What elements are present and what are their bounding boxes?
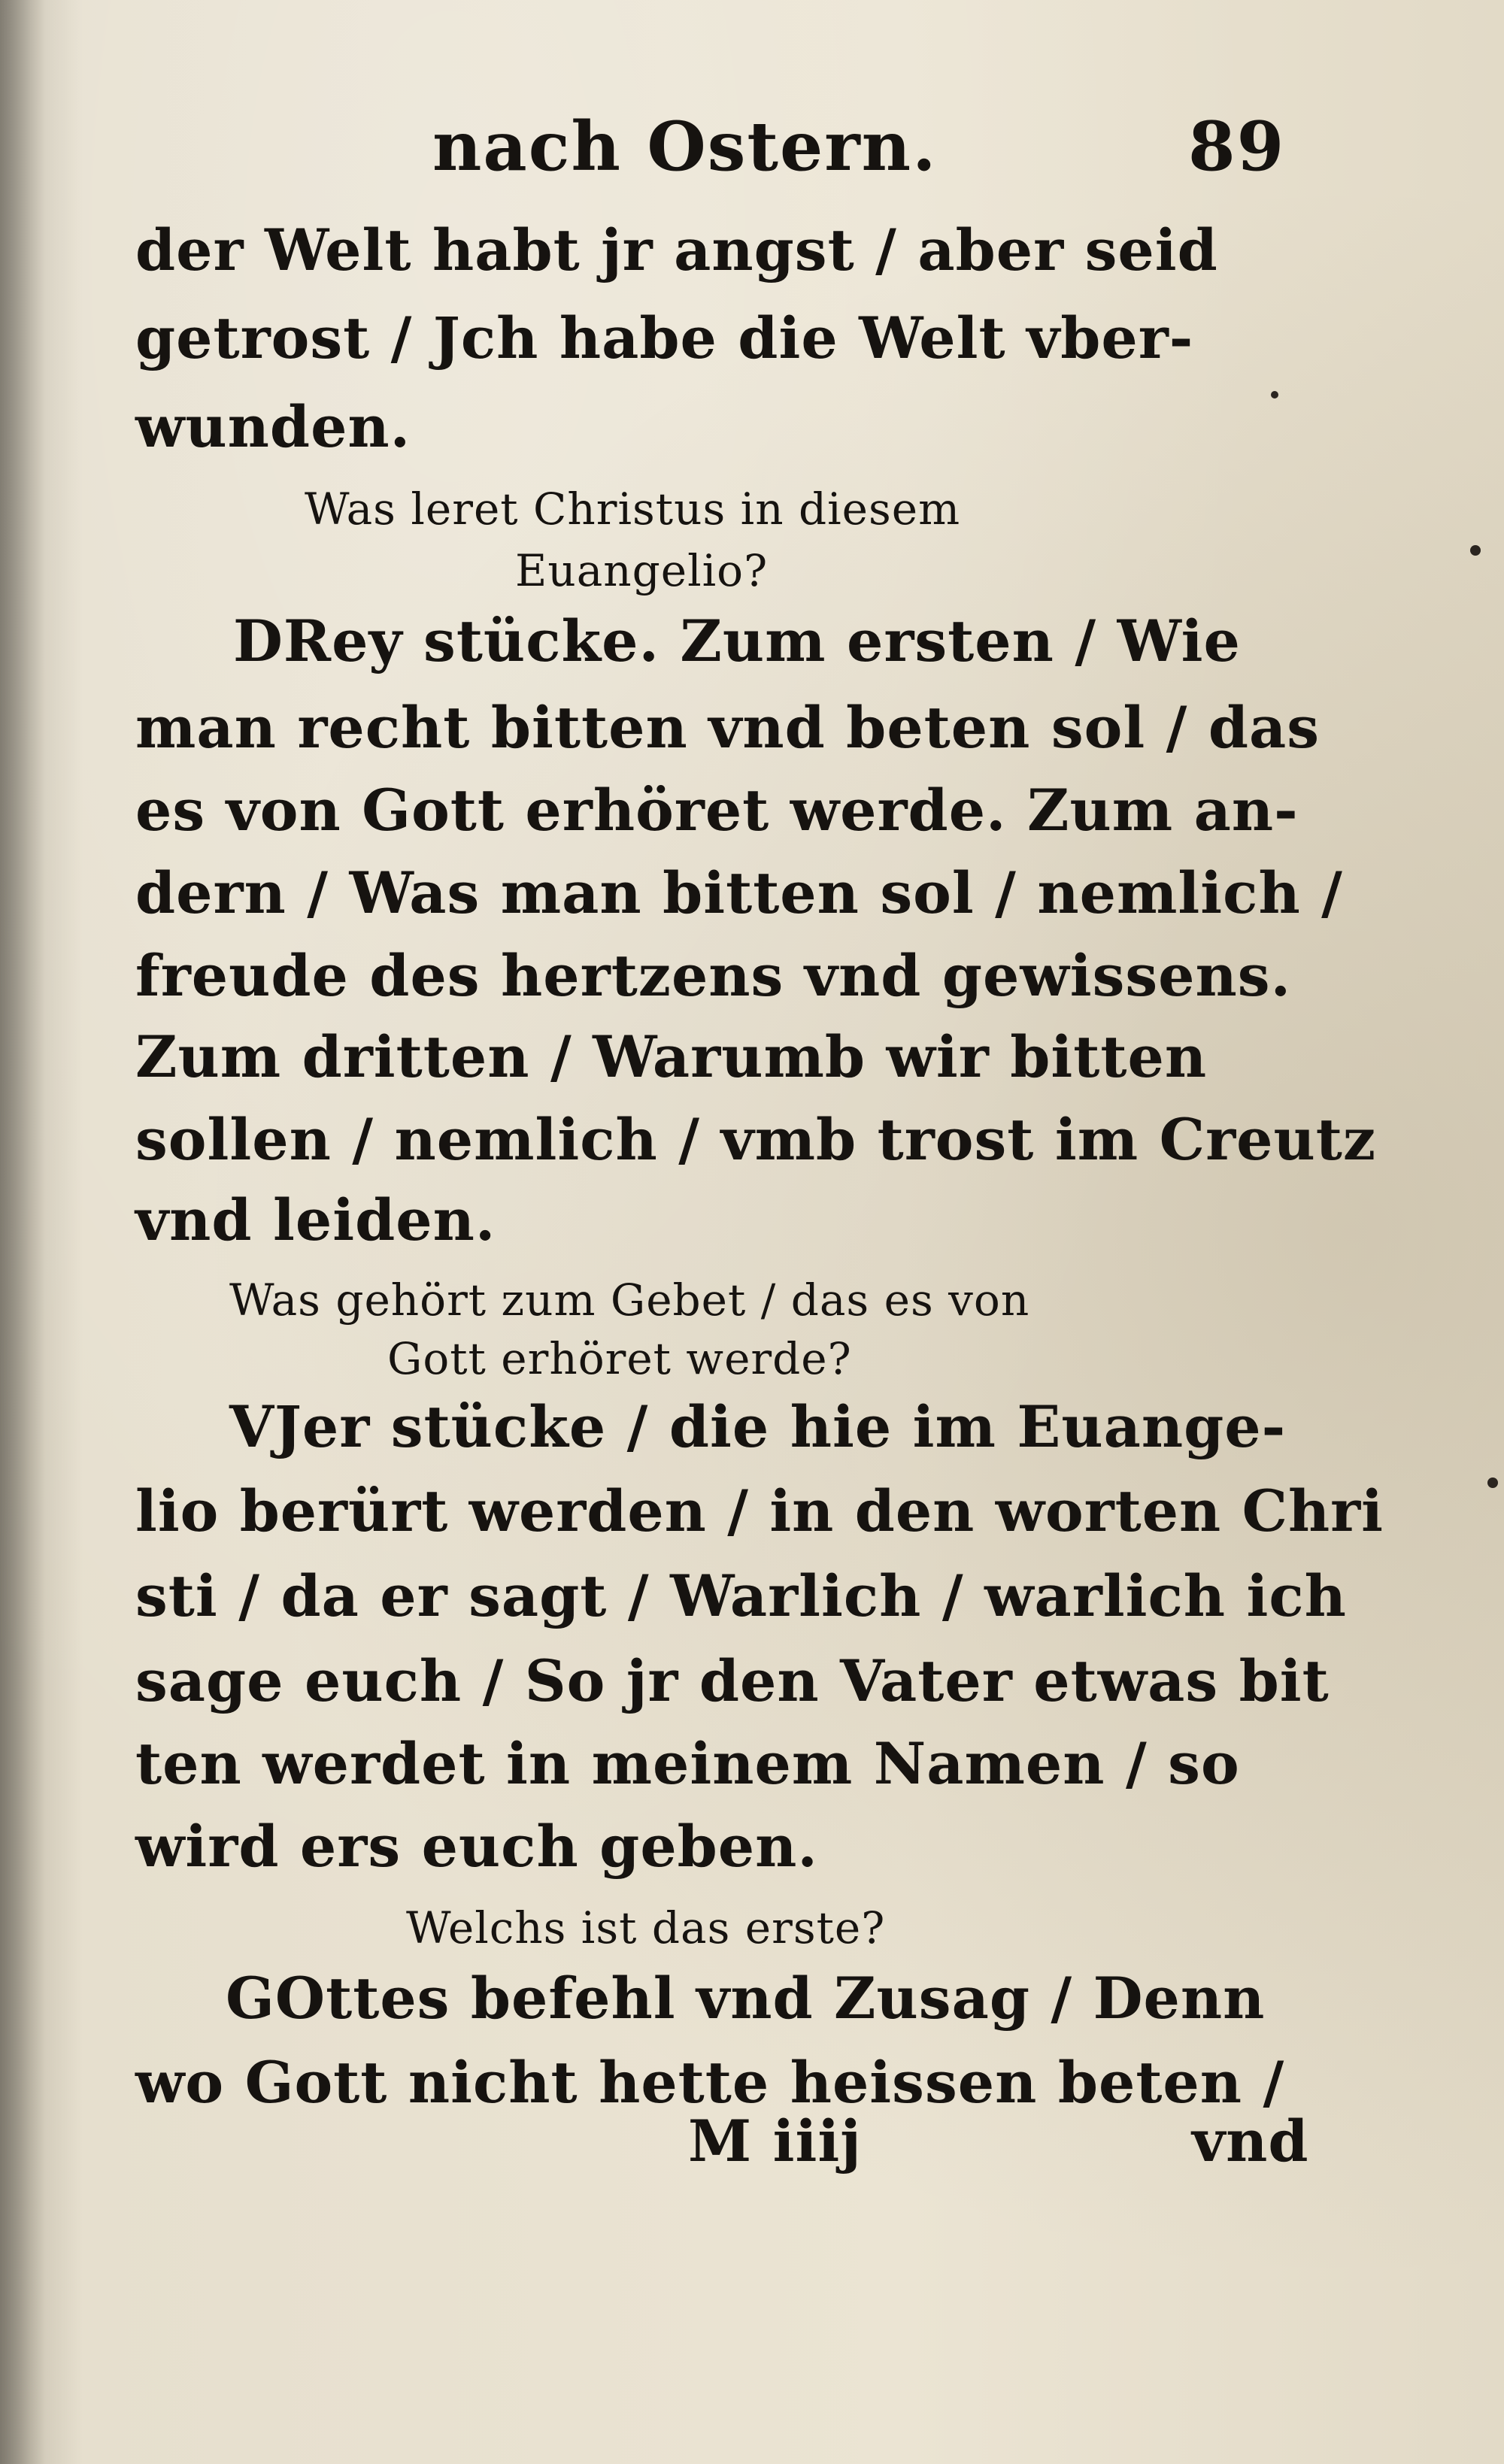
question-heading: Was leret Christus in diesem [305,483,961,535]
ink-speck [1470,545,1481,556]
text-line: DRey stücke. Zum ersten / Wie [233,608,1241,674]
text-line: wird ers euch geben. [135,1813,818,1880]
text-line: freude des hertzens vnd gewissens. [135,942,1292,1009]
question-heading: Was gehört zum Gebet / das es von [229,1274,1030,1326]
question-heading: Euangelio? [515,545,769,596]
text-line: VJer stücke / die hie im Euange- [229,1393,1287,1460]
text-line: der Welt habt jr angst / aber seid [135,217,1218,283]
text-line: GOttes befehl vnd Zusag / Denn [226,1965,1266,2032]
text-line: es von Gott erhöret werde. Zum an- [135,777,1299,844]
gutter-shadow [0,0,45,2464]
text-line: lio berürt werden / in den worten Chri [135,1477,1384,1544]
text-line: sollen / nemlich / vmb trost im Creutz [135,1106,1376,1173]
text-line: getrost / Jch habe die Welt vber- [135,305,1194,371]
catchword: vnd [1192,2108,1309,2175]
text-line: sti / da er sagt / Warlich / warlich ich [135,1562,1347,1629]
text-line: wunden. [135,393,411,460]
text-line: Zum dritten / Warumb wir bitten [135,1023,1208,1090]
ink-speck [1271,391,1278,399]
question-heading: Welchs ist das erste? [406,1902,886,1953]
text-line: sage euch / So jr den Vater etwas bit [135,1647,1330,1714]
page-number: 89 [1188,107,1286,186]
text-line: vnd leiden. [135,1187,496,1253]
text-line: ten werdet in meinem Namen / so [135,1730,1240,1797]
ink-speck [1487,1477,1498,1488]
running-title: nach Ostern. [432,107,938,186]
text-line: dern / Was man bitten sol / nemlich / [135,859,1343,926]
text-line: wo Gott nicht hette heissen beten / [135,2049,1285,2116]
signature-mark: M iiij [688,2108,862,2175]
question-heading: Gott erhöret werde? [387,1333,852,1384]
text-line: man recht bitten vnd beten sol / das [135,694,1321,761]
